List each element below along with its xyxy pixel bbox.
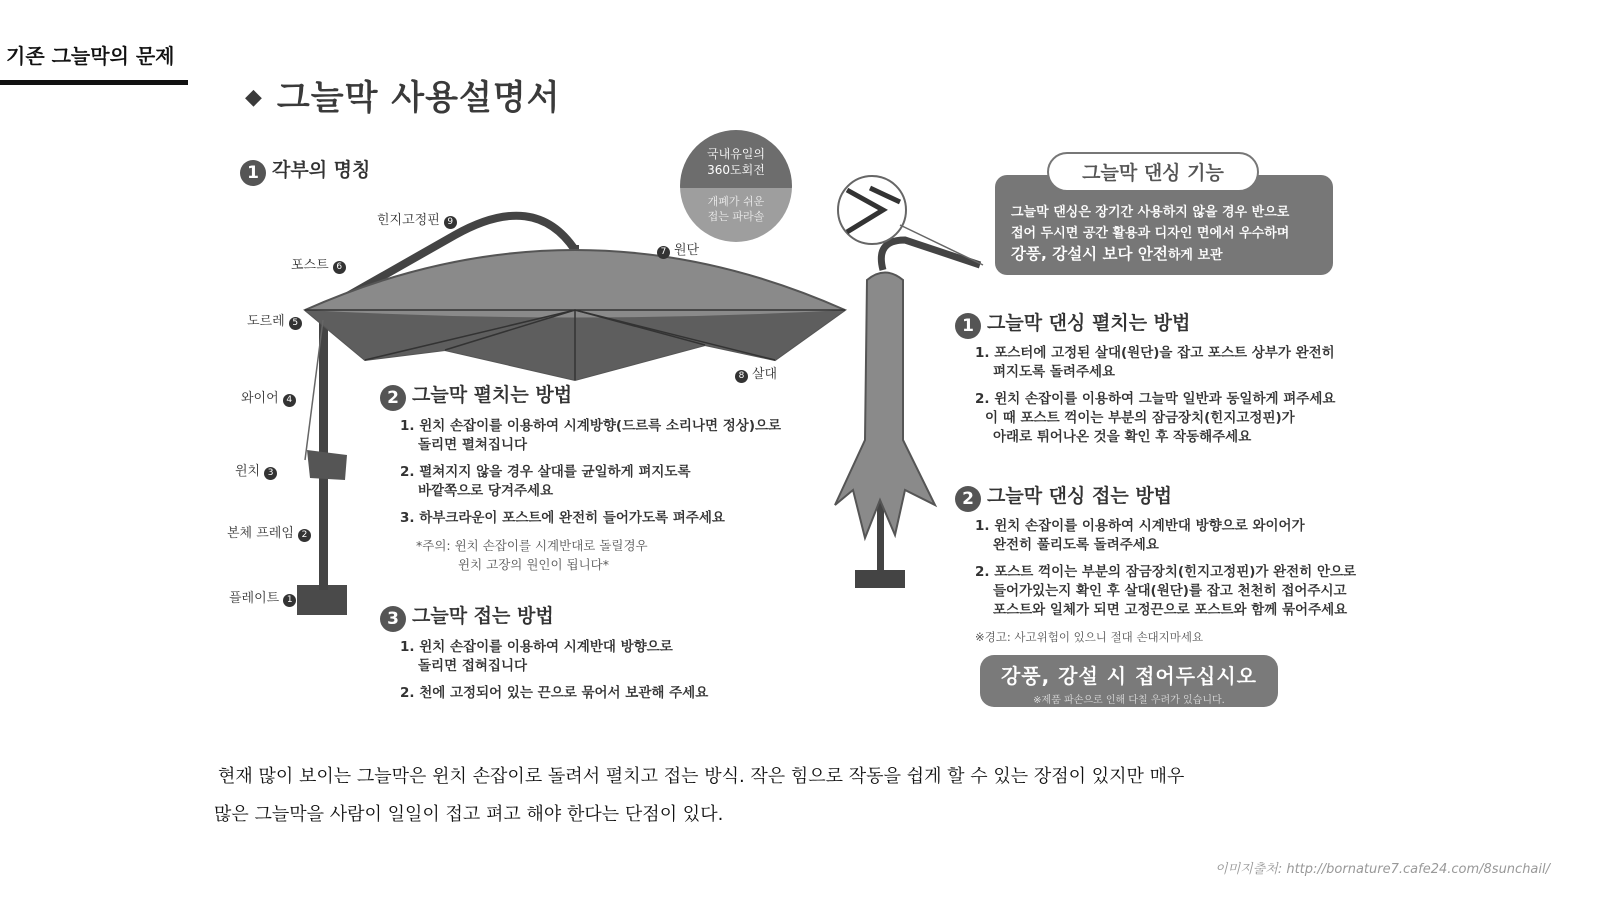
rotation-badge: [680, 130, 792, 242]
warning-main-text: 강풍, 강설 시 접어두십시오: [1000, 664, 1257, 688]
step-text: 이 때 포스트 꺽이는 부분의 잠금장치(힌지고정핀)가: [985, 410, 1295, 426]
section-number: 2: [380, 385, 406, 411]
section-number: 2: [955, 486, 981, 512]
part-number: 7: [657, 246, 670, 259]
step-text: 2. 포스트 꺽이는 부분의 잠금장치(힌지고정핀)가 완전히 안으로: [975, 564, 1357, 580]
part-text: 포스트: [291, 258, 329, 273]
section-number: 3: [380, 606, 406, 632]
part-text: 원단: [674, 243, 700, 258]
step-item: [400, 684, 708, 703]
dancing-open-title: [955, 308, 1190, 339]
part-label-hinge-pin: [377, 209, 457, 229]
part-text: 도르레: [247, 314, 285, 329]
step-text: 돌리면 펼쳐집니다: [418, 437, 528, 453]
part-label-ring: [247, 310, 302, 330]
note-text: *주의: 윈치 손잡이를 시계반대로 돌릴경우: [416, 538, 648, 553]
part-text: 윈치: [235, 464, 261, 479]
step-item: [975, 344, 1335, 382]
step-text: 펴지도록 돌려주세요: [993, 364, 1116, 380]
diamond-bullet-icon: ◆: [245, 85, 263, 110]
step-text: 들어가있는지 확인 후 살대(원단)를 잡고 천천히 접어주시고: [993, 583, 1347, 599]
bent-arm: [881, 240, 980, 270]
section-title-text: 그늘막 펼치는 방법: [412, 384, 573, 406]
step-item: [975, 563, 1356, 620]
dancing-rest-text: 하게 보관: [1167, 248, 1223, 263]
step-text: 1. 윈치 손잡이를 이용하여 시계반대 방향으로: [400, 639, 673, 655]
note-text: 윈치 고장의 원인이 됩니다*: [458, 557, 609, 572]
part-number: 9: [444, 216, 457, 229]
dancing-text: 그늘막 댄싱은 장기간 사용하지 않을 경우 반으로: [1011, 205, 1290, 220]
main-pole: [319, 310, 328, 590]
dancing-text: 접어 두시면 공간 활용과 디자인 면에서 우수하며: [1011, 226, 1290, 241]
part-label-fabric: [657, 239, 699, 259]
manual-heading-text: 그늘막 사용설명서: [276, 78, 561, 118]
part-label-rib: [735, 363, 777, 383]
part-number: 8: [735, 370, 748, 383]
dancing-open-steps: [975, 344, 1335, 455]
step-item: [975, 390, 1335, 447]
part-label-post: [291, 254, 346, 274]
manual-heading: [245, 70, 561, 119]
step-text: 2. 천에 고정되어 있는 끈으로 묶어서 보관해 주세요: [400, 685, 709, 701]
parts-section-title: [240, 155, 370, 186]
part-label-frame: [227, 522, 311, 542]
step-text: 1. 윈치 손잡이를 이용하여 시계반대 방향으로 와이어가: [975, 518, 1305, 534]
winch: [307, 450, 347, 480]
caution-note: [400, 536, 781, 574]
description-line: 많은 그늘막을 사람이 일일이 접고 펴고 해야 한다는 단점이 있다.: [214, 804, 724, 825]
open-section-title: [380, 380, 572, 411]
dancing-text: [1011, 244, 1317, 266]
folded-umbrella: [835, 176, 983, 588]
part-label-wire: [241, 387, 296, 407]
part-number: 6: [333, 261, 346, 274]
part-text: 힌지고정핀: [377, 213, 440, 228]
step-text: 2. 윈치 손잡이를 이용하여 그늘막 일반과 동일하게 펴주세요: [975, 391, 1336, 407]
section-number: 1: [240, 160, 266, 186]
step-text: 포스트와 일체가 되면 고정끈으로 포스트와 함께 묶어주세요: [993, 602, 1348, 618]
step-text: 2. 펼쳐지지 않을 경우 살대를 균일하게 펴지도록: [400, 464, 691, 480]
dancing-fold-title: [955, 481, 1172, 512]
fold-section-title: [380, 601, 554, 632]
part-number: 3: [264, 467, 277, 480]
part-number: 2: [298, 529, 311, 542]
step-item: [400, 463, 781, 501]
step-text: 아래로 튀어나온 것을 확인 후 작동해주세요: [993, 429, 1252, 445]
badge-line: 접는 파라솔: [707, 210, 765, 223]
section-title-text: 그늘막 댄싱 펼치는 방법: [987, 312, 1191, 334]
warning-note: ※경고: 사고위험이 있으니 절대 손대지마세요: [975, 630, 1204, 644]
step-item: [400, 417, 781, 455]
wind-warning-box: [980, 655, 1278, 707]
step-item: [400, 509, 781, 528]
section-number: 1: [955, 313, 981, 339]
badge-line: 국내유일의: [707, 147, 765, 161]
badge-line: 360도회전: [707, 163, 765, 177]
step-text: 1. 포스터에 고정된 살대(원단)을 잡고 포스트 상부가 완전히: [975, 345, 1335, 361]
step-item: [400, 638, 708, 676]
step-text: 3. 하부크라운이 포스트에 완전히 들어가도록 펴주세요: [400, 510, 725, 526]
description-line: 현재 많이 보이는 그늘막은 윈치 손잡이로 돌려서 펼치고 접는 방식. 작은 힘으로 작동을 쉽게 할 수 있는 장점이 있지만 매우: [218, 766, 1185, 787]
fold-steps: [400, 638, 708, 711]
dancing-bold-text: 강풍, 강설시 보다 안전: [1011, 245, 1168, 263]
section-title-text: 각부의 명칭: [272, 159, 371, 181]
section-title-text: 그늘막 접는 방법: [412, 605, 554, 627]
step-text: 완전히 풀리도록 돌려주세요: [993, 537, 1159, 553]
step-text: 1. 윈치 손잡이를 이용하여 시계방향(드르륵 소리나면 정상)으로: [400, 418, 782, 434]
part-text: 살대: [752, 367, 778, 382]
part-number: 1: [283, 594, 296, 607]
warning-sub-text: ※제품 파손으로 인해 다칠 우려가 있습니다.: [1033, 695, 1225, 706]
open-steps: [400, 417, 781, 574]
part-text: 본체 프레임: [227, 526, 294, 541]
part-label-plate: [229, 587, 296, 607]
folded-canopy: [835, 273, 935, 539]
part-label-winch: [235, 460, 277, 480]
part-number: 5: [289, 317, 302, 330]
description-paragraph: [214, 758, 1344, 834]
step-text: 바깥쪽으로 당겨주세요: [418, 483, 554, 499]
image-source-credit: 이미지출처: http://bornature7.cafe24.com/8sunchail/: [1215, 862, 1550, 877]
badge-line: 개폐가 쉬운: [707, 195, 765, 208]
dancing-fold-steps: [975, 517, 1356, 647]
step-item: [975, 517, 1356, 555]
part-text: 플레이트: [229, 591, 280, 606]
step-text: 돌리면 접혀집니다: [418, 658, 528, 674]
slide-title: 기존 그늘막의 문제: [6, 44, 175, 68]
part-text: 와이어: [241, 391, 279, 406]
umbrella-manual-image: [227, 60, 1385, 730]
title-underline: [0, 80, 188, 85]
dancing-feature-label: 그늘막 댄싱 기능: [1047, 152, 1259, 192]
part-number: 4: [283, 394, 296, 407]
section-title-text: 그늘막 댄싱 접는 방법: [987, 485, 1173, 507]
